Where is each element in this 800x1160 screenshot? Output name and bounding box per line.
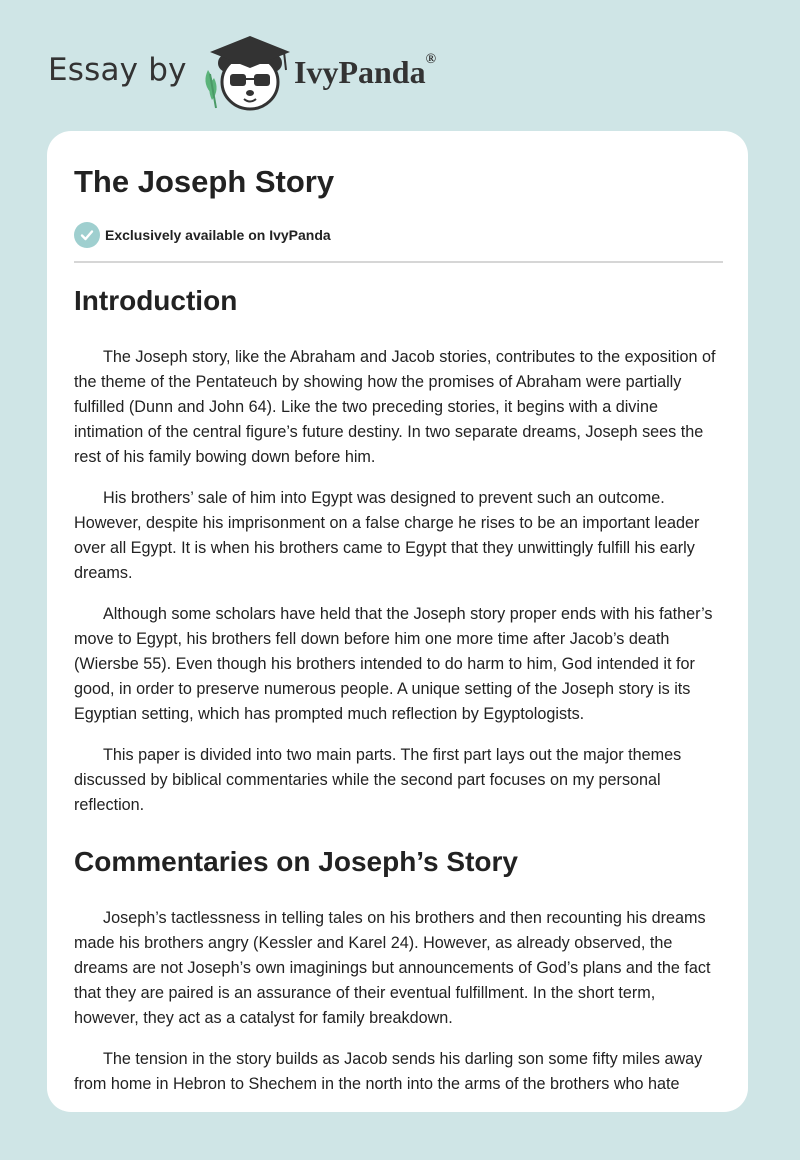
paragraph: His brothers’ sale of him into Egypt was designed to prevent such an outcome. However, despite his imprisonment on a false charge he rises to be an important leader over all Egypt. It is when his brothers came to Egypt that they unwittingly fulfill his early dreams. bbox=[74, 489, 700, 582]
badge-label: Exclusively available on IvyPanda bbox=[105, 227, 331, 243]
section-heading: Introduction bbox=[74, 285, 238, 316]
essay-card bbox=[47, 131, 748, 1112]
divider bbox=[74, 261, 723, 263]
section-heading: Commentaries on Joseph’s Story bbox=[74, 846, 518, 877]
paragraph: The Joseph story, like the Abraham and Jacob stories, contributes to the exposition of the theme of the Pentateuch by showing how the promises of Abraham were partially fulfilled (Dunn and John 64). Like the two preceding stories, it begins with a divine intimation of the central figure’s future destiny. In two separate dreams, Joseph sees the rest of his family bowing down before him. bbox=[74, 348, 716, 466]
brand-name[interactable]: IvyPanda® bbox=[294, 52, 437, 90]
article-body bbox=[74, 281, 723, 1097]
paragraph: Joseph’s tactlessness in telling tales on his brothers and then recounting his dreams made his brothers angry (Kessler and Karel 24). However, as already observed, the dreams are not Joseph’s own imaginings but announcements of God’s plans and the fact that they are paired is an assurance of their eventual fulfillment. In the short term, however, they act as a catalyst for family breakdown. bbox=[74, 909, 711, 1027]
paragraph: Although some scholars have held that the Joseph story proper ends with his father’s move to Egypt, his brothers fell down before him one more time after Jacob’s death (Wiersbe 55). Even though his brothers intended to do harm to him, God intended it for good, in order to preserve numerous people. A unique setting of the Joseph story is its Egyptian setting, which has prompted much reflection by Egyptologists. bbox=[74, 605, 713, 723]
check-circle-icon bbox=[74, 222, 100, 248]
exclusive-badge bbox=[74, 221, 331, 249]
essay-by-label: Essay by bbox=[48, 52, 187, 88]
site-header bbox=[48, 30, 748, 120]
page-title: The Joseph Story bbox=[74, 164, 335, 199]
paragraph: This paper is divided into two main parts. The first part lays out the major themes discussed by biblical commentaries while the second part focuses on my personal reflection. bbox=[74, 746, 682, 814]
panda-logo-icon[interactable] bbox=[200, 30, 300, 115]
paragraph: The tension in the story builds as Jacob sends his darling son some fifty miles away from home in Hebron to Shechem in the north into the arms of the brothers who hate bbox=[74, 1050, 703, 1093]
